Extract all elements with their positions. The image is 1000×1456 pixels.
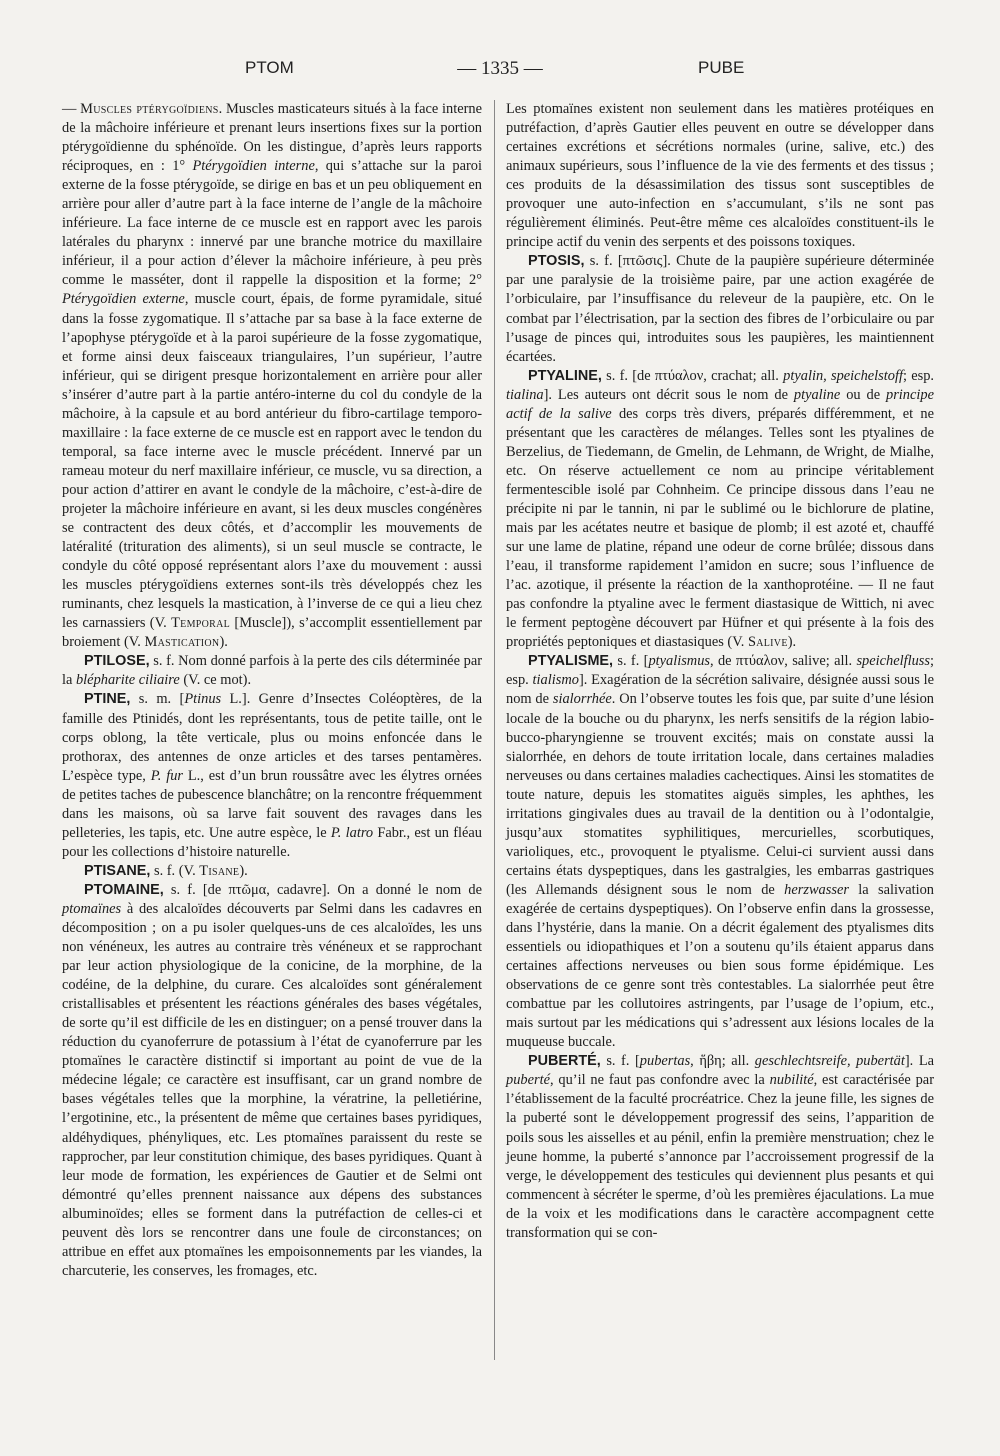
entry-ptyaline: PTYALINE, s. f. [de πτύαλον, crachat; all. ptyalin, speichelstoff; esp. tialina]. Les auteurs ont décrit sous le nom de ptyaline ou de principe actif de la salive des corps très divers, préparés différemment, et ne présentant que les caractères de mélanges. Telles sont les ptyalines de Berzelius, de Tiedemann, de Gmelin, de Lehmann, de Wright, de Mialhe, etc. On réserve actuellement ce nom au principe véritablement fermentescible isolé par Cohnheim. Ce principe dissous dans l’eau ne précipite ni par le tannin, ni par le sublimé ou le bichlorure de platine, mais par les acétates neutre et basique de plomb; il est azoté et, chauffé sur une lame de platine, répand une odeur de corne brûlée; dissous dans l’eau, il transforme rapidement l’amidon en sucre; sous l’influence de l’ac. azotique, il présente la réaction de la xanthoprotéine. — Il ne faut pas confondre la ptyaline avec le ferment diastasique de Wittich, ni avec le ferment peptogène découvert par Hüfner et qui présente à la fois des propriétés peptoniques et diastasiques (V. Salive). — [506, 367, 934, 651]
page-number: — 1335 — — [457, 58, 543, 79]
entry-headword: PTYALISME, — [528, 653, 614, 670]
entry-puberte: PUBERTÉ, s. f. [pubertas, ἥβη; all. geschlechtsreife, pubertät]. La puberté, qu’il ne faut pas confondre avec la nubilité, est caractérisée par l’établissement de la faculté procréatrice. Chez la jeune fille, les signes de la puberté sont le développement progressif des seins, l’apparition de poils sous les aisselles et au pénil, enfin la première menstruation; chez le jeune homme, la puberté s’annonce par l’accroissement progressif de la verge, le développement des testicules qui deviennent plus pesants et qui commencent à sécréter le sperme, d’où les premières éjaculations. La mue de la voix et les modifications dans le caractère accompagnent cette transformation qui se con- — [506, 1053, 934, 1241]
header-right-guideword: PUBE — [698, 58, 745, 77]
entry-headword: Muscles ptérygoïdiens — [80, 101, 219, 117]
entry-headword: PTILOSE, — [84, 653, 150, 670]
entry-ptine: PTINE, s. m. [Ptinus L.]. Genre d’Insectes Coléoptères, de la famille des Ptinidés, dont les représentants, tous de petite taille, ont le corps oblong, la tête verticale, plus ou moins enfoncée dans le prothorax, des antennes de onze articles et des tarses pentamères. L’espèce type, P. fur L., est d’un brun roussâtre avec les élytres ornées de petites taches de pubescence blanchâtre; on la rencontre fréquemment dans les maisons, où sa larve fait souvent des ravages dans les pelleteries, les tapis, etc. Une autre espèce, le P. latro Fabr., est un fléau pour les collections d’histoire naturelle. — [62, 691, 483, 860]
entry-ptilose: PTILOSE, s. f. Nom donné parfois à la perte des cils déterminée par la blépharite ciliaire (V. ce mot). — [62, 653, 482, 689]
entry-muscles-pterygoidiens: — Muscles ptérygoïdiens. Muscles masticateurs situés à la face interne de la mâchoire inférieure et prenant leurs insertions fixes sur la portion ptérygoïdienne du sphénoïde. On les distingue, d’après leurs rapports réciproques, en : 1° Ptérygoïdien interne, qui s’attache sur la paroi externe de la fosse ptérygoïde, se dirige en bas et un peu obliquement en arrière pour aller d’autre part à la face interne de l’angle de la mâchoire inférieure. La face interne de ce muscle est en rapport avec les parois latérales du pharynx : innervé par une branche motrice du maxillaire inférieur, il a pour action d’élever la mâchoire inférieure, à peu près comme le masséter, dont il rappelle la disposition et la forme; 2° Ptérygoïdien externe, muscle court, épais, de forme pyramidale, situé dans la fosse zygomatique. Il s’attache par sa base à la face externe de l’apophyse ptérygoïde et à la paroi supérieure de la fosse zygomatique, et forme ainsi deux faisceaux triangulaires, l’un supérieur, l’autre inférieur, qui se dirigent presque horizontalement en arrière pour aller s’insérer d’autre part à la partie antéro-interne du col du condyle de la mâchoire, à la capsule et au bord antérieur du fibro-cartilage temporo-maxillaire : la face externe de ce muscle est en rapport avec le tendon du temporal, sa face interne avec le muscle précédent. Innervé par un rameau moteur du nerf maxillaire inférieur, ce muscle, vu sa direction, a pour action d’attirer en avant le condyle de la mâchoire, c’est-à-dire de projeter la mâchoire inférieure en avant, si les deux muscles congénères se contractent des deux côtés, et d’accomplir les mouvements de latéralité (trituration des aliments), si un seul muscle se contracte, le condyle du côté opposé représentant alors l’axe du mouvement : aussi les muscles ptérygoïdiens externes sont-ils très développés chez les ruminants, chez lesquels la mastication, à l’inverse de ce qui a lieu chez les carnassiers (V. Temporal [Muscle]), s’accomplit essentiellement par broiement (V. Mastication). — [62, 101, 482, 651]
entry-headword: PTINE, — [84, 691, 131, 708]
entry-ptosis: PTOSIS, s. f. [πτῶσις]. Chute de la paupière supérieure déterminée par une paralysie de la troisième paire, par une action exagérée de l’orbiculaire, par l’insuffisance du releveur de la paupière, etc. On le combat par l’électrisation, par la section des fibres de l’orbiculaire ou par l’usage de pinces qui, introduites sous les paupières, les maintiennent écartées. — [506, 253, 934, 365]
entry-headword: PTISANE, — [84, 862, 151, 879]
entry-headword: PUBERTÉ, — [528, 1053, 601, 1070]
entry-headword: PTYALINE, — [528, 367, 602, 384]
entry-ptomaine: PTOMAINE, s. f. [de πτῶμα, cadavre]. On a donné le nom de ptomaïnes à des alcaloïdes découverts par Selmi dans les cadavres en décomposition ; on a pu isoler quelques-uns de ces alcaloïdes, les uns non vénéneux, les autres au contraire très vénéneux et se rapprochant par leur action physiologique de la conicine, de la morphine, de la codéine, de la delphine, du curare. Ces alcaloïdes sont généralement cristallisables et présentent les réactions générales des bases végétales, de sorte qu’il est difficile de les en distinguer; on a pensé trouver dans la réduction du cyanoferrure de potassium à l’état de cyanoferrure par les ptomaïnes le caractère distinctif si important au point de vue de la médecine légale; ce caractère est insuffisant, car un grand nombre de bases végétales telles que la morphine, la vératrine, la pelletiérine, l’ergotinine, etc., la présentent de même que certaines bases pyridiques, aldéhydiques, phényliques, etc. Les ptomaïnes paraissent du reste se rapprocher, par leur constitution chimique, des bases pyridiques. Quant à leur mode de formation, les expériences de Gautier et de Selmi ont démontré qu’elles prennent naissance aux dépens des substances albuminoïdes; elles se forment dans la putréfaction de celles-ci et peuvent dès lors se rencontrer dans une foule de circonstances; on attribue en effet aux ptomaïnes les empoisonnements par les viandes, la charcuterie, les conserves, les fromages, etc. — [62, 881, 482, 1279]
header-left-guideword: PTOM — [245, 58, 294, 77]
page-header — [0, 58, 1000, 88]
entry-headword: PTOMAINE, — [84, 881, 164, 898]
left-column — [62, 100, 482, 1281]
entry-ptisane: PTISANE, s. f. (V. Tisane). — [84, 862, 248, 879]
entry-ptomaine-continued: Les ptomaïnes existent non seulement dans les matières protéiques en putréfaction, d’après Gautier elles peuvent en outre se développer dans certaines excrétions et sécrétions normales (urine, salive, etc.) des animaux supérieurs, sous l’influence de la vie des ferments et des tissus ; ces produits de la désassimilation des tissus sont susceptibles de provoquer une auto-infection en s’accumulant, s’ils ne sont pas régulièrement éliminés. Peut-être même ces alcaloïdes constituent-ils le principe actif du venin des serpents et des poissons toxiques. — [506, 101, 934, 251]
right-column — [506, 100, 934, 1243]
column-divider — [494, 100, 495, 1360]
entry-headword: PTOSIS, — [528, 253, 585, 270]
entry-ptyalisme: PTYALISME, s. f. [ptyalismus, de πτύαλον, salive; all. speichelfluss; esp. tialismo]. Exagération de la sécrétion salivaire, désignée aussi sous le nom de sialorrhée. On l’observe toutes les fois que, par suite d’une lésion locale de la bouche ou du pharynx, les nerfs sensitifs de la région labio-bucco-pharyngienne se trouvent excités; mais on constate aussi la sialorrhée, en dehors de toute irritation locale, dans certaines maladies nerveuses ou dans certaines maladies cachectiques. Ainsi les stomatites de toute nature, depuis les stomatites aiguës simples, les aphthes, les irritations gingivales dues au travail de la dentition ou à l’odontalgie, jusqu’aux stomatites syphilitiques, mercurielles, scorbutiques, varioliques, etc., provoquent le ptyalisme. Celui-ci survient aussi dans certains états dyspeptiques, dans les gastralgies, les embarras gastriques (les Allemands désignent sous le nom de herzwasser la salivation exagérée de certains dyspeptiques). On l’observe enfin dans la grossesse, dans l’hystérie, dans la manie. On a décrit également des ptyalismes dits essentiels ou idiopathiques et l’on a soutenu qu’ils étaient apparus dans certaines affections nerveuses ou bien sous forme épidémique. Les observations de ce genre sont très contestables. La sialorrhée peut être combattue par les collutoires astringents, par l’usage de l’opium, etc., mais surtout par les médications qui s’adressent aux lésions locales de la muqueuse buccale. — [506, 653, 934, 1051]
